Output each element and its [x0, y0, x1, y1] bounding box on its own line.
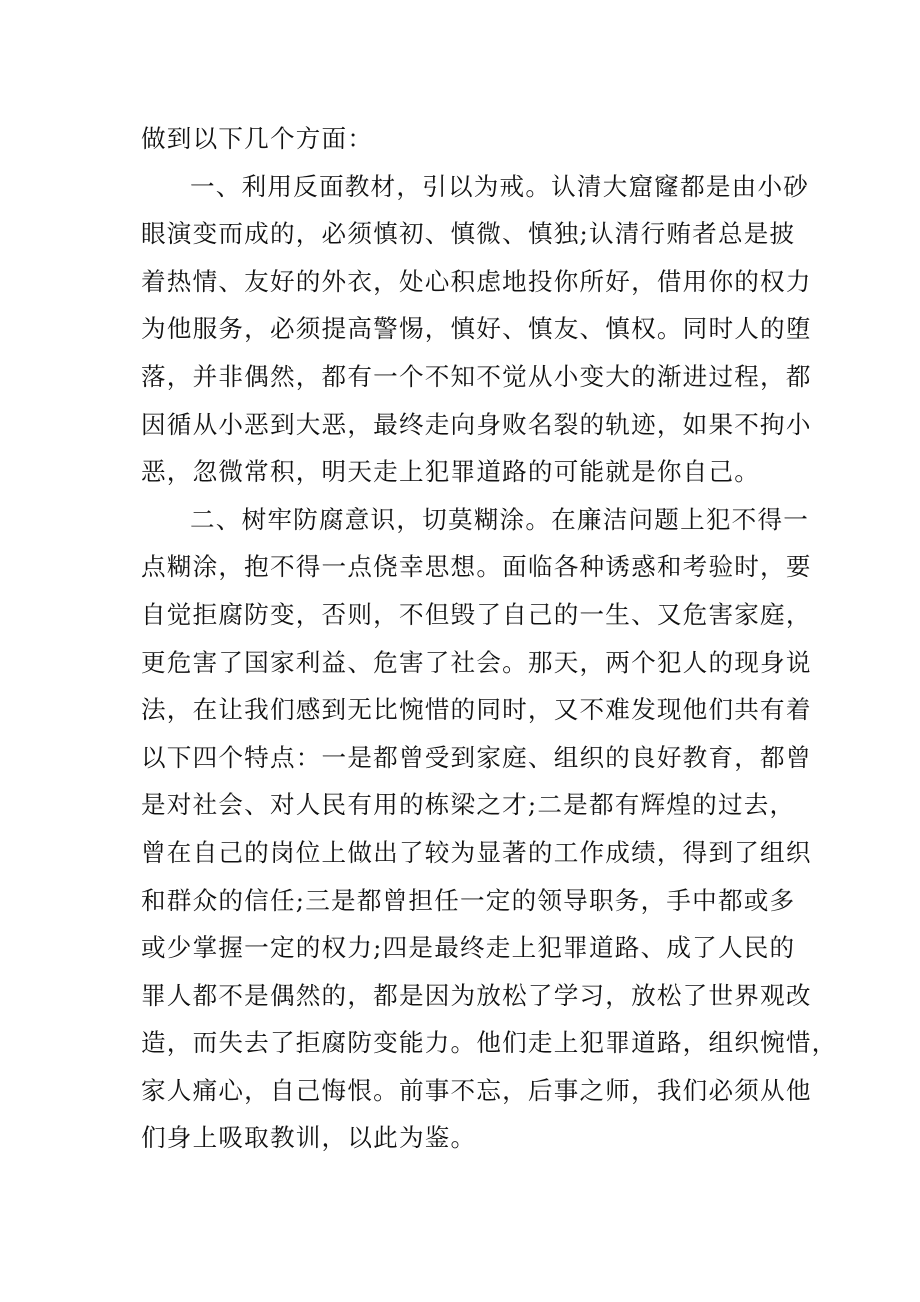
text-line: 和群众的信任;三是都曾担任一定的领导职务，手中都或多 — [141, 885, 796, 915]
text-line: 是对社会、对人民有用的栋梁之才;二是都有辉煌的过去， — [141, 790, 796, 820]
text-line: 们身上吸取教训，以此为鉴。 — [141, 1123, 477, 1153]
text-line: 更危害了国家利益、危害了社会。那天，两个犯人的现身说 — [141, 647, 812, 677]
document-body — [141, 115, 838, 1162]
text-line: 造，而失去了拒腐防变能力。他们走上犯罪道路，组织惋惜， — [141, 1028, 838, 1058]
text-line: 点糊涂，抱不得一点侥幸思想。面临各种诱惑和考验时，要 — [141, 552, 812, 582]
text-line: 以下四个特点：一是都曾受到家庭、组织的良好教育，都曾 — [141, 742, 812, 772]
paragraph-1 — [141, 163, 812, 496]
text-line: 家人痛心，自己悔恨。前事不忘，后事之师，我们必须从他 — [141, 1075, 812, 1105]
text-line: 落，并非偶然，都有一个不知不觉从小变大的渐进过程，都 — [141, 361, 812, 391]
paragraph-2 — [141, 496, 838, 1162]
text-line: 因循从小恶到大恶，最终走向身败名裂的轨迹，如果不拘小 — [141, 409, 812, 439]
text-line: 眼演变而成的，必须慎初、慎微、慎独;认清行贿者总是披 — [141, 219, 796, 249]
intro-paragraph — [141, 115, 783, 163]
text-line: 曾在自己的岗位上做出了较为显著的工作成绩，得到了组织 — [141, 837, 812, 867]
text-line: 一、利用反面教材，引以为戒。认清大窟窿都是由小砂 — [190, 171, 810, 201]
text-line: 做到以下几个方面： — [141, 124, 374, 153]
text-line: 二、树牢防腐意识，切莫糊涂。在廉洁问题上犯不得一 — [190, 504, 810, 534]
text-line: 自觉拒腐防变，否则，不但毁了自己的一生、又危害家庭， — [141, 599, 812, 629]
text-line: 着热情、友好的外衣，处心积虑地投你所好，借用你的权力 — [141, 266, 812, 296]
text-line: 恶，忽微常积，明天走上犯罪道路的可能就是你自己。 — [141, 457, 761, 487]
text-line: 为他服务，必须提高警惕，慎好、慎友、慎权。同时人的堕 — [141, 314, 812, 344]
text-line: 法，在让我们感到无比惋惜的同时，又不难发现他们共有着 — [141, 695, 812, 725]
text-line: 罪人都不是偶然的，都是因为放松了学习，放松了世界观改 — [141, 980, 812, 1010]
text-line: 或少掌握一定的权力;四是最终走上犯罪道路、成了人民的 — [141, 933, 796, 963]
